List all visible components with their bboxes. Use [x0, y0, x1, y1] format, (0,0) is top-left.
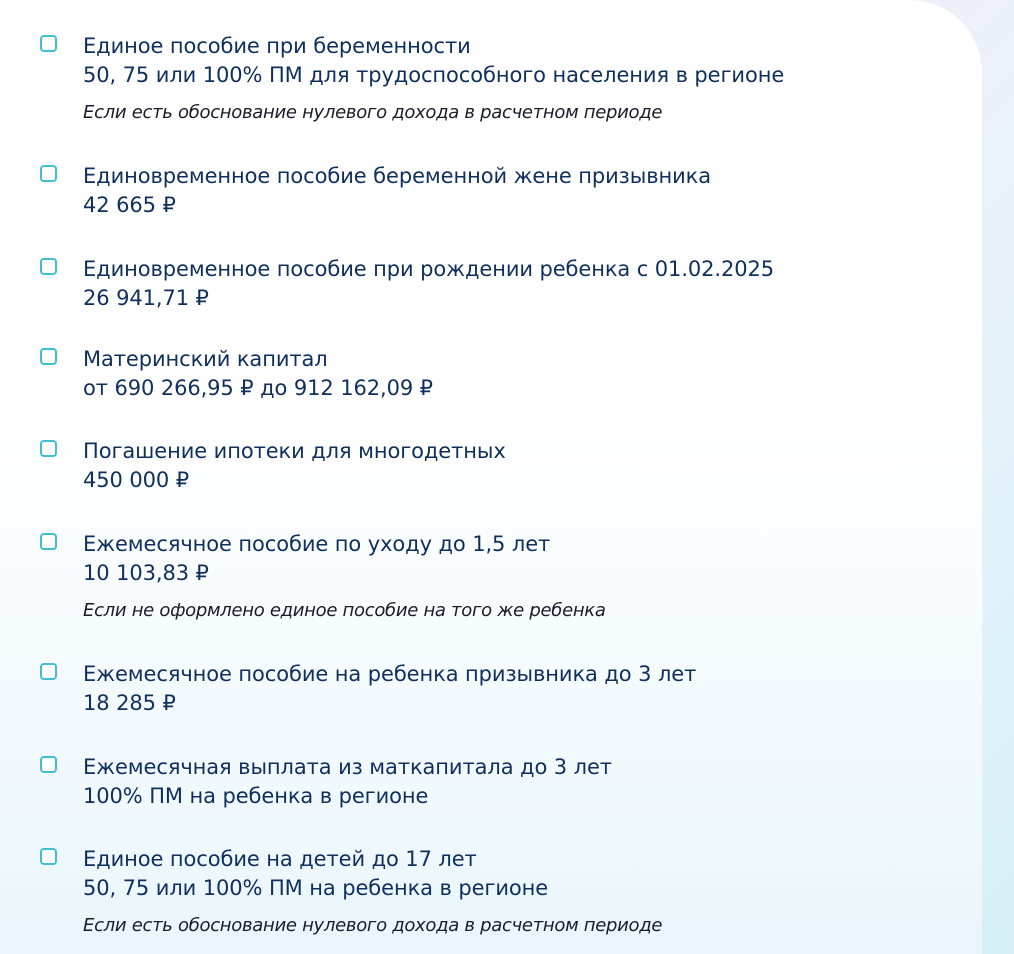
- benefit-title: Единовременное пособие беременной жене призывника: [83, 164, 712, 188]
- benefit-title: Ежемесячное пособие по уходу до 1,5 лет: [83, 532, 551, 556]
- benefit-checkbox[interactable]: [40, 848, 57, 865]
- benefit-note: Если есть обоснование нулевого дохода в расчетном периоде: [83, 915, 663, 936]
- benefit-value: 50, 75 или 100% ПМ для трудоспособного населения в регионе: [83, 63, 785, 87]
- benefit-value: от 690 266,95 ₽ до 912 162,09 ₽: [83, 376, 433, 400]
- benefit-value: 100% ПМ на ребенка в регионе: [83, 784, 429, 808]
- benefit-value: 10 103,83 ₽: [83, 561, 209, 585]
- benefit-note: Если не оформлено единое пособие на того же ребенка: [83, 600, 606, 621]
- benefit-title: Единое пособие при беременности: [83, 34, 471, 58]
- benefit-note: Если есть обоснование нулевого дохода в расчетном периоде: [83, 102, 663, 123]
- benefit-checkbox[interactable]: [40, 533, 57, 550]
- benefit-title: Материнский капитал: [83, 347, 328, 371]
- benefit-value: 18 285 ₽: [83, 691, 176, 715]
- benefit-text: [83, 660, 943, 718]
- benefit-checkbox[interactable]: [40, 258, 57, 275]
- benefit-text: [83, 345, 943, 403]
- benefit-value: 450 000 ₽: [83, 468, 189, 492]
- benefit-title: Ежемесячное пособие на ребенка призывника до 3 лет: [83, 662, 697, 686]
- benefit-text: [83, 845, 943, 938]
- benefit-checkbox[interactable]: [40, 440, 57, 457]
- benefit-value: 50, 75 или 100% ПМ на ребенка в регионе: [83, 876, 549, 900]
- benefit-text: [83, 753, 943, 811]
- benefit-title: Единое пособие на детей до 17 лет: [83, 847, 477, 871]
- benefit-text: [83, 32, 943, 125]
- benefit-checkbox[interactable]: [40, 165, 57, 182]
- benefit-title: Ежемесячная выплата из маткапитала до 3 лет: [83, 755, 612, 779]
- benefit-checkbox[interactable]: [40, 663, 57, 680]
- benefit-text: [83, 255, 943, 313]
- benefit-checkbox[interactable]: [40, 35, 57, 52]
- benefit-checkbox[interactable]: [40, 348, 57, 365]
- benefit-text: [83, 437, 943, 495]
- benefit-value: 26 941,71 ₽: [83, 286, 209, 310]
- benefit-value: 42 665 ₽: [83, 193, 176, 217]
- benefit-title: Единовременное пособие при рождении ребенка с 01.02.2025: [83, 257, 775, 281]
- benefit-checkbox[interactable]: [40, 756, 57, 773]
- benefit-title: Погашение ипотеки для многодетных: [83, 439, 506, 463]
- benefit-text: [83, 162, 943, 220]
- benefit-text: [83, 530, 943, 623]
